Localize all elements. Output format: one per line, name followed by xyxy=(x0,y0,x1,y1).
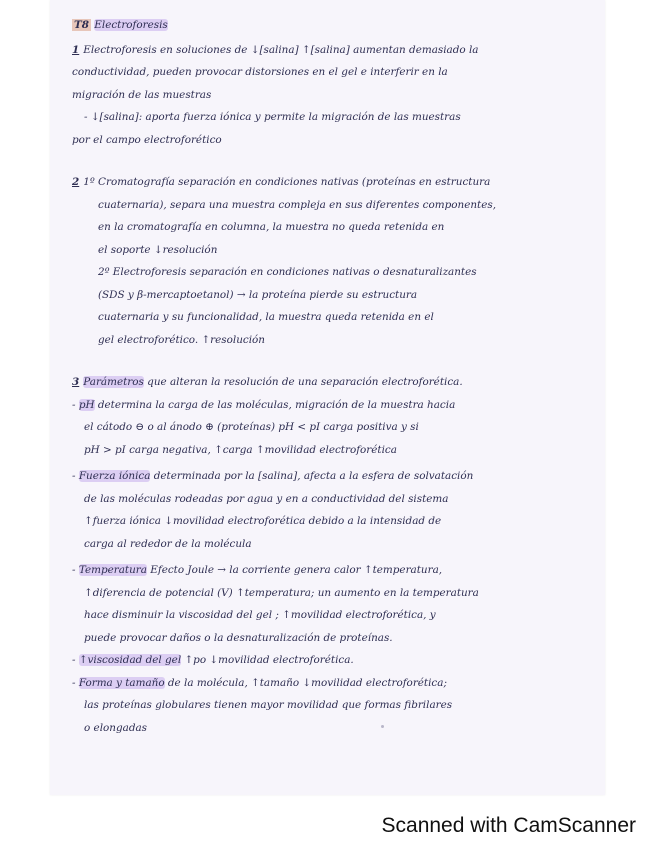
note-line xyxy=(72,39,587,62)
scanner-watermark: Scanned with CamScanner xyxy=(381,814,636,837)
note-text: que alteran la resolución de una separación electroforética. xyxy=(147,376,463,388)
section-number: 3 xyxy=(72,376,80,388)
note-line: - Forma y tamaño de la molécula, ↑tamaño ↓movilidad electroforética; xyxy=(72,676,447,689)
section-number: 1 xyxy=(72,43,80,56)
note-line: puede provocar daños o la desnaturalización de proteínas. xyxy=(84,631,393,644)
note-line: migración de las muestras xyxy=(72,88,212,101)
note-line: por el campo electroforético xyxy=(72,133,222,146)
note-line: de las moléculas rodeadas por agua y en a conductividad del sistema xyxy=(84,492,449,505)
note-line: cuaternaria y su funcionalidad, la muestra queda retenida en el xyxy=(98,311,434,323)
note-line: pH > pI carga negativa, ↑carga ↑movilidad electroforética xyxy=(84,443,397,456)
note-text: ↑po ↓movilidad electroforética. xyxy=(184,654,354,666)
parameter-item xyxy=(72,672,587,740)
parameter-item xyxy=(72,649,587,672)
note-text: de la molécula, ↑tamaño ↓movilidad electroforética; xyxy=(167,676,447,689)
note-text: determina la carga de las moléculas, migración de la muestra hacia xyxy=(97,398,456,411)
note-text: Efecto Joule → la corriente genera calor ↑temperatura, xyxy=(150,564,443,576)
note-line: o elongadas xyxy=(84,721,148,734)
parameter-label: Forma y tamaño xyxy=(78,676,165,689)
section-2 xyxy=(72,171,587,351)
ink-dot xyxy=(381,725,384,728)
topic-tag: T8 xyxy=(74,19,89,31)
note-line xyxy=(72,171,587,194)
parameter-label: pH xyxy=(78,398,95,411)
note-line: 2º Electroforesis separación en condiciones nativas o desnaturalizantes xyxy=(98,266,477,278)
note-line: hace disminuir la viscosidad del gel ; ↑movilidad electroforética, y xyxy=(84,609,436,621)
note-line xyxy=(72,371,587,394)
note-line: carga al rededor de la molécula xyxy=(84,537,252,550)
note-line: cuaternaria), separa una muestra compleja en sus diferentes componentes, xyxy=(98,198,497,211)
parameter-item xyxy=(72,394,587,462)
note-text: determinada por la [salina], afecta a la esfera de solvatación xyxy=(153,470,474,482)
note-line: ↑fuerza iónica ↓movilidad electroforética debido a la intensidad de xyxy=(84,515,442,527)
note-text: Electroforesis en soluciones de ↓[salina] ↑[salina] aumentan demasiado la xyxy=(83,43,479,56)
section-number: 2 xyxy=(72,176,80,188)
parameter-label: Temperatura xyxy=(78,564,147,576)
page-title: Electroforesis xyxy=(94,19,168,31)
section-3 xyxy=(72,371,587,739)
section-1 xyxy=(72,39,587,152)
note-line: - ↓[salina]: aporta fuerza iónica y permite la migración de las muestras xyxy=(84,111,461,123)
parameter-item xyxy=(72,559,587,649)
note-line: - Temperatura Efecto Joule → la corriente genera calor ↑temperatura, xyxy=(72,564,443,576)
parameter-label: ↑viscosidad del gel xyxy=(78,654,182,666)
note-line: en la cromatografía en columna, la muestra no queda retenida en xyxy=(98,221,445,233)
note-line: las proteínas globulares tienen mayor movilidad que formas fibrilares xyxy=(84,699,453,711)
note-line: gel electroforético. ↑resolución xyxy=(98,333,265,346)
note-line: - Fuerza iónica determinada por la [salina], afecta a la esfera de solvatación xyxy=(72,470,474,482)
note-line: - ↑viscosidad del gel ↑po ↓movilidad electroforética. xyxy=(72,654,354,666)
section-heading: Parámetros xyxy=(83,376,144,388)
note-line: el soporte ↓resolución xyxy=(98,243,218,256)
handwritten-notes xyxy=(72,14,587,739)
note-text: 1º Cromatografía separación en condiciones nativas (proteínas en estructura xyxy=(83,176,491,188)
page-heading xyxy=(72,14,587,37)
notebook-page xyxy=(50,0,605,795)
note-line: el cátodo ⊖ o al ánodo ⊕ (proteínas) pH < pI carga positiva y si xyxy=(84,421,419,433)
note-line: - pH determina la carga de las moléculas, migración de la muestra hacia xyxy=(72,398,456,411)
parameter-label: Fuerza iónica xyxy=(78,470,151,482)
note-line: ↑diferencia de potencial (V) ↑temperatura; un aumento en la temperatura xyxy=(84,586,479,599)
note-line: conductividad, pueden provocar distorsiones en el gel e interferir en la xyxy=(72,66,448,78)
parameter-item xyxy=(72,465,587,555)
note-line: (SDS y β-mercaptoetanol) → la proteína pierde su estructura xyxy=(98,288,418,301)
